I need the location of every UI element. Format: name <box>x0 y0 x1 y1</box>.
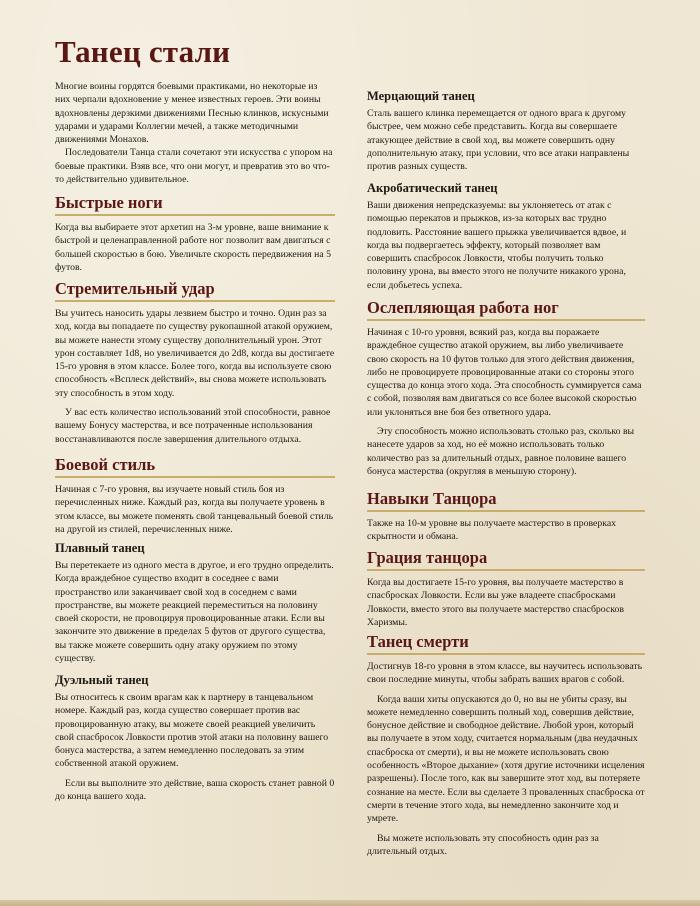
skills-section <box>367 489 645 544</box>
duel-dance-heading: Дуэльный танец <box>55 673 149 687</box>
fluid-dance-text: Вы перетекаете из одного места в другое, и его трудно определить. Когда враждебное существо входит в соседнее с вами пространство или заканчивает свой ход в соседнем с вами пространстве, вы можете реакцией переместиться на половину своей скорости, не провоцируя провоцированные атаки. Если вы закончите это движение в пределах 5 футов от другого существа, вы также можете совершить одну атаку оружием по этому существу. <box>55 560 334 665</box>
grace-section <box>367 548 645 629</box>
fluid-dance-heading: Плавный танец <box>55 541 145 555</box>
heading-rule <box>367 653 645 655</box>
swift-strike-text-2: У вас есть количество использований этой способности, равное вашему Бонусу мастерства, и все потраченные использования восстанавливаются после завершения длительного отдыха. <box>55 407 331 445</box>
acrobatic-text: Ваши движения непредсказуемы: вы уклоняетесь от атак с помощью перекатов и прыжков, из-за которых вас трудно подловить. Расстояние вашего прыжка увеличивается вдвое, и когда вы подвергаетесь эффекту, который позволяет вам совершить спасбросок Ловкости, чтобы получить только половину урона, вы вместо этого не получите никакого урона, если добьетесь успеха. <box>367 200 627 291</box>
footwork-text: Начиная с 10-го уровня, всякий раз, когда вы поражаете враждебное существо атакой оружием, вы либо увеличиваете свою скорость на 10 футов только для этого действия движения, либо не провоцируете провоцированные атаки со стороны этого существа до конца этого хода. Эта способность суммируется сама с собой, позволяя вам двигаться со все более высокой скоростью или уклоняться вне боя без ответного удара. <box>367 327 642 418</box>
death-dance-section <box>367 632 645 858</box>
heading-rule <box>367 510 645 512</box>
fast-feet-heading: Быстрые ноги <box>55 193 163 212</box>
fast-feet-text: Когда вы выбираете этот архетип на 3-м уровне, ваше внимание к быстрой и целенаправленной работе ног позволит вам двигаться с большей скоростью в бою. Увеличьте скорость передвижения на 5 футов. <box>55 222 331 273</box>
intro-section <box>55 80 335 186</box>
swift-strike-section <box>55 279 335 446</box>
footwork-text-2: Эту способность можно использовать столько раз, сколько вы нанесете ударов за ход, но её можно использовать только количество раз за длительный отдых, равное половине вашего бонуса мастерства (округляя в меньшую сторону). <box>367 426 635 477</box>
intro-paragraph: Многие воины гордятся боевыми практиками, но некоторые из них черпали вдохновение у менее известных героев. Эти воины вдохновлены дерзкими движениями Песнью клинков, искусными ударами и ударами Коллегии мечей, а также методичными движениями Монахов. <box>55 81 329 146</box>
footwork-section <box>367 298 645 478</box>
grace-heading: Грация танцора <box>367 548 488 567</box>
duel-dance-text: Вы относитесь к своим врагам как к партнеру в танцевальном номере. Каждый раз, когда существо совершает против вас провоцированную атаку, вы можете своей реакцией увеличить свой спасбросок Ловкости против этой атаки на половину вашего бонуса мастерства, а затем немедленно последовать за этим собственной атакой оружием. <box>55 692 329 770</box>
flicker-heading: Мерцающий танец <box>367 89 475 103</box>
heading-rule <box>55 476 335 478</box>
fighting-style-section <box>55 455 335 536</box>
heading-rule <box>55 214 335 216</box>
swift-strike-text: Вы учитесь наносить удары лезвием быстро и точно. Один раз за ход, когда вы попадаете по существу рукопашной атакой оружием, вы можете нанести этому существу дополнительный урон. Этот урон составляет 1d8, но увеличивается до 2d8, когда вы достигаете 15-го уровня в этом классе. Более того, когда вы используете свою способность «Всплеск действий», вы снова можете использовать эту способность в этом ходу. <box>55 308 335 399</box>
flicker-text: Сталь вашего клинка перемещается от одного врага к другому быстрее, чем можно себе представить. Когда вы совершаете атакующее действие в свой ход, вы можете совершить одну дополнительную атаку, при условии, что все атаки направлены против разных существ. <box>367 108 630 173</box>
fast-feet-section <box>55 193 335 274</box>
intro-paragraph-2: Последователи Танца стали сочетают эти искусства с упором на боевые практики. Взяв все, что они могут, и превратив это во что-то действительно удивительное. <box>55 147 333 186</box>
swift-strike-heading: Стремительный удар <box>55 279 215 298</box>
death-dance-text-3: Вы можете использовать эту способность один раз за длительный отдых. <box>367 832 599 857</box>
death-dance-heading: Танец смерти <box>367 632 469 651</box>
fluid-dance-section <box>55 541 335 665</box>
flicker-section <box>367 89 645 173</box>
fighting-style-text: Начиная с 7-го уровня, вы изучаете новый стиль боя из перечисленных ниже. Каждый раз, когда вы получаете уровень в этом классе, вы можете поменять свой танцевальный боевой стиль на другой из стилей, перечисленных ниже. <box>55 484 334 535</box>
heading-rule <box>367 319 645 321</box>
footwork-heading: Ослепляющая работа ног <box>367 298 559 317</box>
heading-rule <box>367 569 645 571</box>
skills-text: Также на 10-м уровне вы получаете мастерство в проверках скрытности и обмана. <box>367 518 617 543</box>
duel-dance-text-2: Если вы выполните это действие, ваша скорость станет равной 0 до конца вашего хода. <box>55 777 335 803</box>
acrobatic-heading: Акробатический танец <box>367 181 498 195</box>
death-dance-text-2: Когда ваши хиты опускаются до 0, но вы не убиты сразу, вы можете немедленно совершить полный ход, совершив действие, бонусное действие и свободное действие. Любой урон, который вы получаете в этом ходу, считается нормальным (два неудачных спасброска от смерти), и вы не можете использовать свою особенность «Второе дыхание» (хотя другие источники исцеления разрешены). После того, как вы завершите этот ход, вы потеряете сознание на месте. Если вы сделаете 3 проваленных спасброска от смерти в течение этого хода, вы немедленно закончите ход и умрете. <box>367 693 645 825</box>
grace-text: Когда вы достигаете 15-го уровня, вы получаете мастерство в спасбросках Ловкости. Если вы уже владеете спасбросками Ловкости, вместо этого вы получаете мастерство спасбросков Харизмы. <box>367 577 624 628</box>
death-dance-text: Достигнув 18-го уровня в этом классе, вы научитесь использовать свои последние минуты, чтобы забрать ваших врагов с собой. <box>367 661 643 686</box>
duel-dance-section <box>55 673 335 803</box>
fighting-style-heading: Боевой стиль <box>55 455 156 474</box>
page-footer-bar <box>0 900 700 906</box>
skills-heading: Навыки Танцора <box>367 489 497 508</box>
acrobatic-section <box>367 181 645 292</box>
heading-rule <box>55 300 335 302</box>
page-title: Танец стали <box>55 34 231 69</box>
